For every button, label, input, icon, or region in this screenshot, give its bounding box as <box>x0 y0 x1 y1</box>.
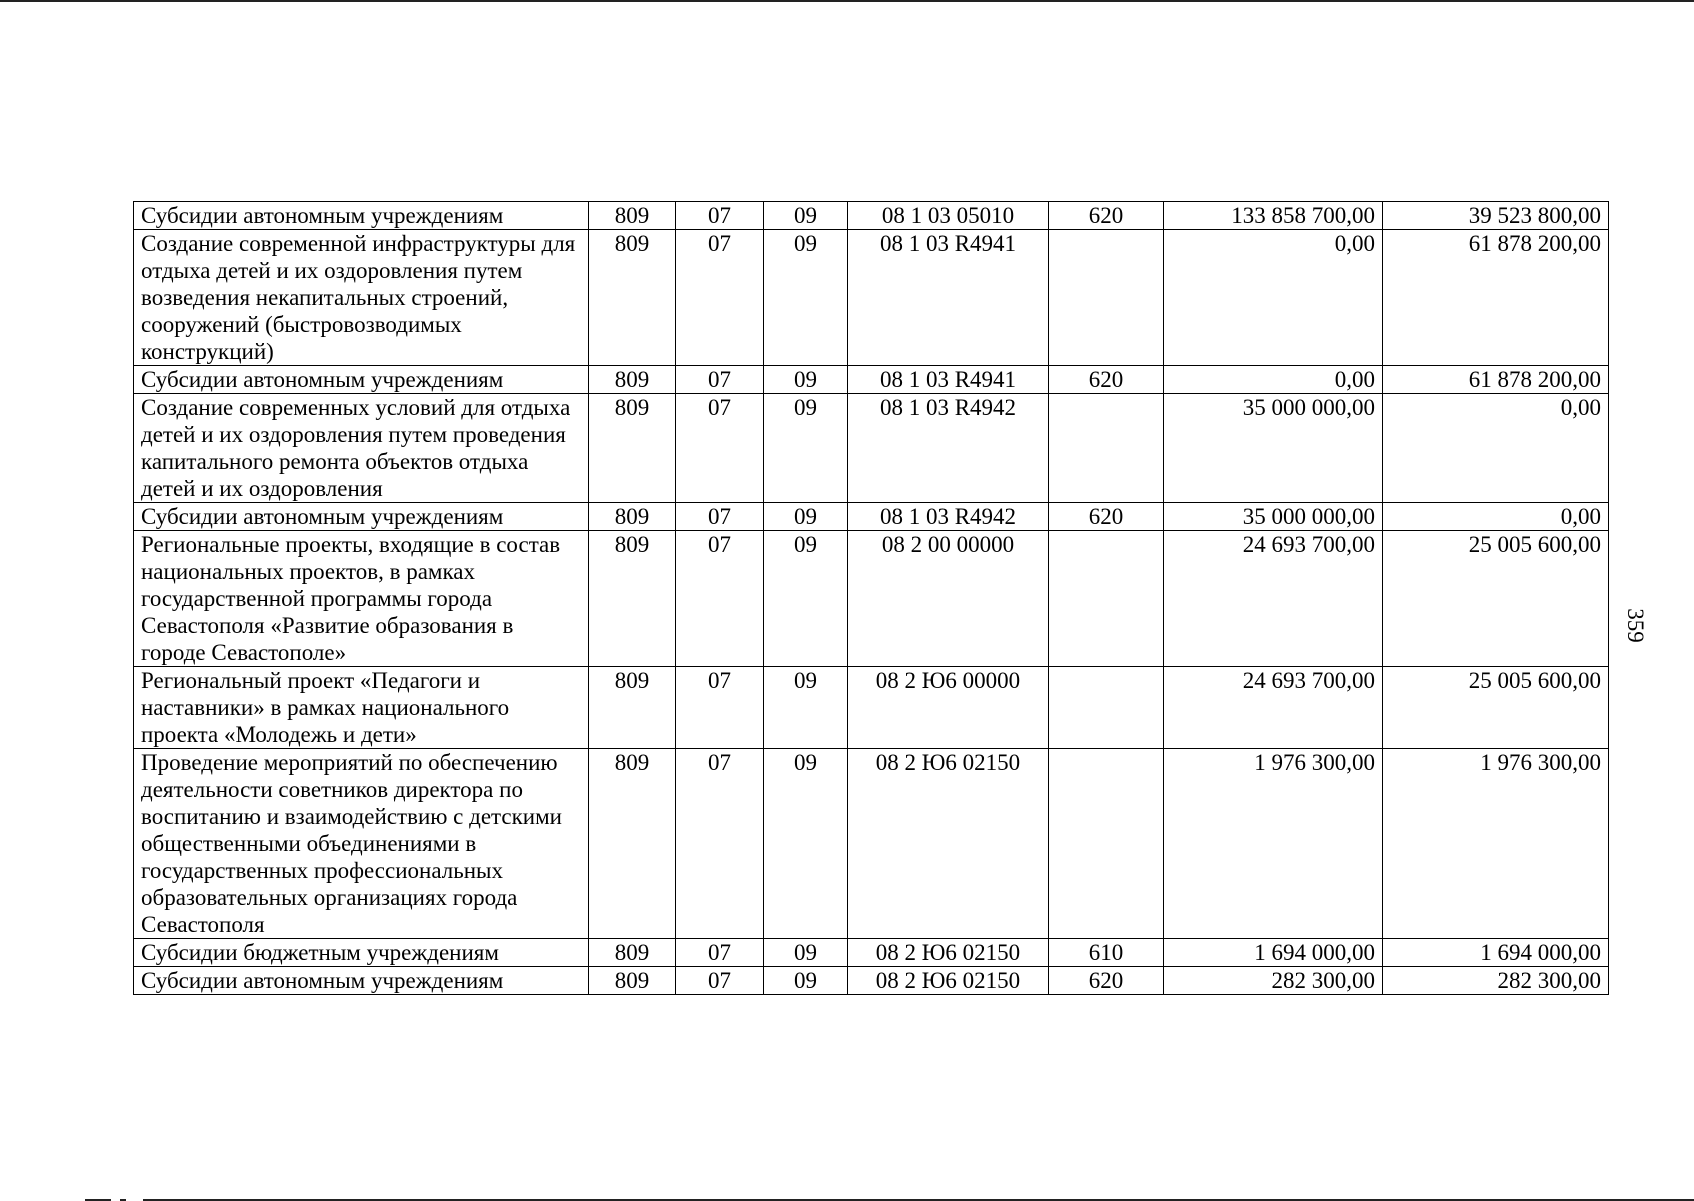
row-name: Субсидии автономным учреждениям <box>134 967 589 995</box>
row-sum-2: 1 694 000,00 <box>1383 939 1609 967</box>
row-name: Субсидии автономным учреждениям <box>134 202 589 230</box>
row-csr: 08 2 Ю6 02150 <box>848 749 1049 939</box>
row-ved: 809 <box>589 667 676 749</box>
row-vr: 620 <box>1049 202 1164 230</box>
page-number: 359 <box>1622 608 1648 643</box>
row-vr: 610 <box>1049 939 1164 967</box>
row-razdel: 07 <box>676 366 764 394</box>
row-name: Субсидии бюджетным учреждениям <box>134 939 589 967</box>
row-sum-1: 1 694 000,00 <box>1164 939 1383 967</box>
row-csr: 08 1 03 R4942 <box>848 503 1049 531</box>
row-sum-2: 282 300,00 <box>1383 967 1609 995</box>
row-name: Региональный проект «Педагоги и наставники» в рамках национального проекта «Молодежь и дети» <box>134 667 589 749</box>
row-vr <box>1049 667 1164 749</box>
row-vr: 620 <box>1049 366 1164 394</box>
row-sum-1: 24 693 700,00 <box>1164 531 1383 667</box>
row-sum-1: 0,00 <box>1164 230 1383 366</box>
row-razdel: 07 <box>676 202 764 230</box>
row-csr: 08 1 03 R4942 <box>848 394 1049 503</box>
table-row <box>134 202 1609 230</box>
table-row <box>134 967 1609 995</box>
row-vr: 620 <box>1049 503 1164 531</box>
row-sum-1: 24 693 700,00 <box>1164 667 1383 749</box>
row-csr: 08 1 03 R4941 <box>848 230 1049 366</box>
row-ved: 809 <box>589 230 676 366</box>
table-row <box>134 667 1609 749</box>
row-csr: 08 2 Ю6 00000 <box>848 667 1049 749</box>
row-sum-2: 0,00 <box>1383 503 1609 531</box>
row-podrazdel: 09 <box>764 531 848 667</box>
row-name: Региональные проекты, входящие в состав национальных проектов, в рамках государственной программы города Севастополя «Развитие образования в городе Севастополе» <box>134 531 589 667</box>
row-sum-2: 61 878 200,00 <box>1383 230 1609 366</box>
row-sum-1: 1 976 300,00 <box>1164 749 1383 939</box>
row-razdel: 07 <box>676 230 764 366</box>
table-row <box>134 503 1609 531</box>
row-ved: 809 <box>589 967 676 995</box>
row-name: Субсидии автономным учреждениям <box>134 366 589 394</box>
row-vr: 620 <box>1049 967 1164 995</box>
row-vr <box>1049 749 1164 939</box>
row-ved: 809 <box>589 531 676 667</box>
row-ved: 809 <box>589 202 676 230</box>
row-vr <box>1049 394 1164 503</box>
row-sum-1: 133 858 700,00 <box>1164 202 1383 230</box>
row-csr: 08 1 03 R4941 <box>848 366 1049 394</box>
row-sum-2: 39 523 800,00 <box>1383 202 1609 230</box>
row-sum-2: 25 005 600,00 <box>1383 531 1609 667</box>
row-podrazdel: 09 <box>764 749 848 939</box>
row-razdel: 07 <box>676 503 764 531</box>
row-razdel: 07 <box>676 749 764 939</box>
row-ved: 809 <box>589 394 676 503</box>
row-sum-2: 61 878 200,00 <box>1383 366 1609 394</box>
row-razdel: 07 <box>676 667 764 749</box>
row-ved: 809 <box>589 503 676 531</box>
row-name: Проведение мероприятий по обеспечению деятельности советников директора по воспитанию и взаимодействию с детскими общественными объединениями в государственных профессиональных образовательных организациях города Севастополя <box>134 749 589 939</box>
row-podrazdel: 09 <box>764 394 848 503</box>
row-sum-1: 35 000 000,00 <box>1164 503 1383 531</box>
row-name: Субсидии автономным учреждениям <box>134 503 589 531</box>
row-podrazdel: 09 <box>764 230 848 366</box>
table-row <box>134 531 1609 667</box>
row-podrazdel: 09 <box>764 503 848 531</box>
row-sum-1: 0,00 <box>1164 366 1383 394</box>
table-row <box>134 939 1609 967</box>
row-sum-1: 35 000 000,00 <box>1164 394 1383 503</box>
row-sum-2: 0,00 <box>1383 394 1609 503</box>
row-name: Создание современной инфраструктуры для отдыха детей и их оздоровления путем возведения некапитальных строений, сооружений (быстровозводимых конструкций) <box>134 230 589 366</box>
row-csr: 08 2 00 00000 <box>848 531 1049 667</box>
row-name: Создание современных условий для отдыха детей и их оздоровления путем проведения капитального ремонта объектов отдыха детей и их оздоровления <box>134 394 589 503</box>
row-podrazdel: 09 <box>764 939 848 967</box>
table-row <box>134 366 1609 394</box>
row-ved: 809 <box>589 366 676 394</box>
top-border-line <box>0 0 1694 2</box>
row-razdel: 07 <box>676 967 764 995</box>
row-podrazdel: 09 <box>764 967 848 995</box>
table-row <box>134 230 1609 366</box>
row-ved: 809 <box>589 939 676 967</box>
budget-table <box>133 201 1609 995</box>
row-podrazdel: 09 <box>764 667 848 749</box>
row-podrazdel: 09 <box>764 202 848 230</box>
row-sum-1: 282 300,00 <box>1164 967 1383 995</box>
row-csr: 08 2 Ю6 02150 <box>848 967 1049 995</box>
row-podrazdel: 09 <box>764 366 848 394</box>
row-razdel: 07 <box>676 939 764 967</box>
row-ved: 809 <box>589 749 676 939</box>
table-row <box>134 749 1609 939</box>
table-row <box>134 394 1609 503</box>
row-sum-2: 1 976 300,00 <box>1383 749 1609 939</box>
row-razdel: 07 <box>676 394 764 503</box>
row-razdel: 07 <box>676 531 764 667</box>
row-vr <box>1049 230 1164 366</box>
row-vr <box>1049 531 1164 667</box>
row-csr: 08 2 Ю6 02150 <box>848 939 1049 967</box>
row-csr: 08 1 03 05010 <box>848 202 1049 230</box>
row-sum-2: 25 005 600,00 <box>1383 667 1609 749</box>
